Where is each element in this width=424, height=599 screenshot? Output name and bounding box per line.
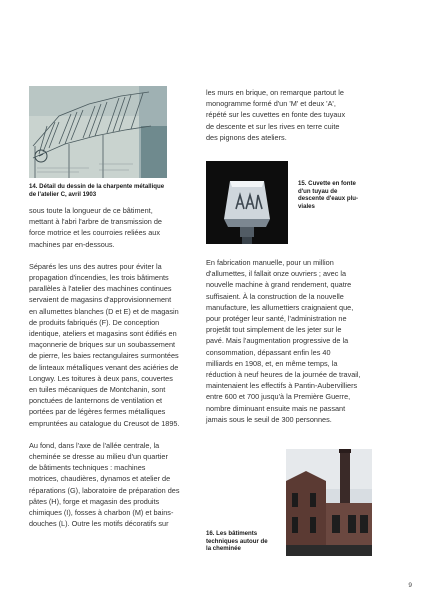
left-paragraph-1: sous toute la longueur de ce bâtiment, mettant à l'abri l'arbre de transmission de force motrice et les courroies reliées aux machines par en-dessous. [29, 206, 162, 249]
page-number: 9 [408, 582, 412, 589]
figure-16-photo [286, 449, 372, 556]
right-paragraph-1: les murs en brique, on remarque partout le monogramme formé d'un 'M' et deux 'A', répété sur les cuvettes en fonte des tuyaux de descente et sur les rives en terre cuite des pignons des ateliers. [206, 88, 346, 142]
left-paragraph-2: Séparés les uns des autres pour éviter la propagation d'incendies, les trois bâtiments parallèles à l'atelier des machines continues servaient de magasins d'approvisionnement en allumettes blanches (D et E) et de magasin de produits fabriqués (F). De conception identique, ateliers et magasins sont édifiés en maçonnerie de briques sur un soubassement de pierre, les baies rectangulaires surmontées de linteaux métalliques venant des aciéries de Longwy. Les toitures à deux pans, couvertes en tuiles mécaniques de Montchanin, sont ponctuées de lanternons de ventilation et portées par de légères fermes métalliques empruntées au catalogue du Creusot de 1895. [29, 261, 180, 428]
right-column-top-text [206, 87, 401, 143]
left-paragraph-3: Au fond, dans l'axe de l'allée centrale, la cheminée se dresse au milieu d'un quartier de bâtiments techniques : machines motrices, chaudières, dynamos et atelier de réparations (G), laboratoire de préparation des pâtes (H), forge et magasin des produits chimiques (I), fosses à charbon (M) et bains- douches (L). Outre les motifs décoratifs sur [29, 440, 180, 529]
figure-14-caption: 14. Détail du dessin de la charpente métallique de l'atelier C, avril 1903 [29, 183, 165, 198]
figure-14-photo [29, 86, 167, 178]
figure-15-caption: 15. Cuvette en fonte d'un tuyau de descente d'eaux plu- viales [298, 180, 359, 210]
right-paragraph-2: En fabrication manuelle, pour un million d'allumettes, il fallait onze ouvriers ; avec la nouvelle machine à grand rendement, quatre suffisaient. À la construction de la nouvelle manufacture, les allumettiers craignaient que, pour protéger leur santé, l'administration ne projetât tout simplement de les jeter sur le pavé. Mais l'augmentation progressive de la consommation, dépassant enfin les 40 milliards en 1908, et, en même temps, la réduction à neuf heures de la journée de travail, maintenaient les effectifs à Pantin-Aubervilliers entre 600 et 700 jusqu'à la Première Guerre, nombre diminuant ensuite mais ne passant jamais sous le seuil de 300 personnes. [206, 258, 361, 424]
right-column-bottom-text [206, 257, 406, 425]
figure-15-photo [206, 161, 288, 244]
figure-16-caption: 16. Les bâtiments techniques autour de la cheminée [206, 530, 268, 553]
left-column-text [29, 205, 209, 529]
